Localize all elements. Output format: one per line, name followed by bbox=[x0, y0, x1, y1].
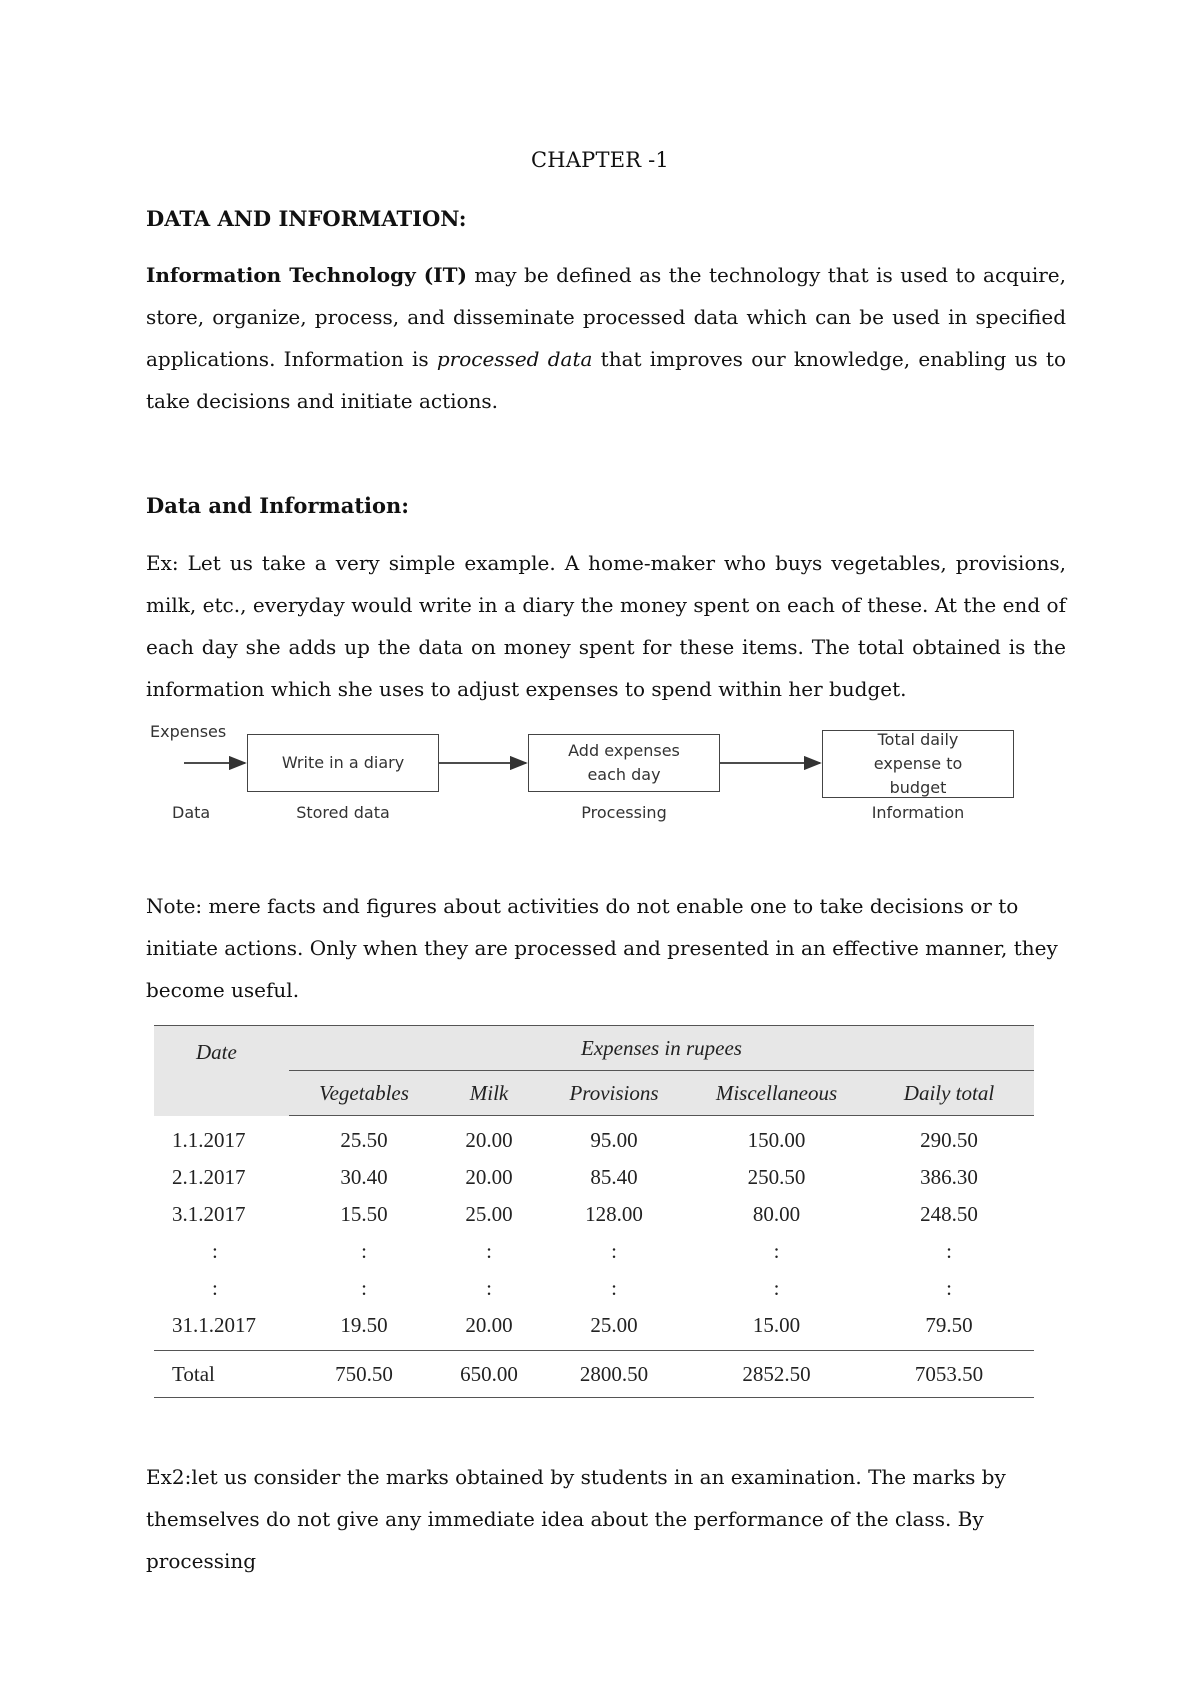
table-row bbox=[154, 1116, 1034, 1160]
box-write-diary: Write in a diary bbox=[247, 734, 439, 792]
cell-date: : bbox=[212, 1239, 218, 1263]
header-provisions: Provisions bbox=[539, 1071, 689, 1116]
header-miscellaneous: Miscellaneous bbox=[689, 1071, 864, 1116]
cell-miscellaneous: 15.00 bbox=[752, 1313, 801, 1337]
section-heading: DATA AND INFORMATION: bbox=[146, 206, 467, 231]
cell-milk: 20.00 bbox=[465, 1128, 513, 1152]
cell-miscellaneous: : bbox=[773, 1239, 780, 1263]
example-2-paragraph: Ex2:let us consider the marks obtained by students in an examination. The marks by themselves do not give any immediate idea about the performance of the class. By processing bbox=[146, 1465, 1006, 1573]
note-paragraph: Note: mere facts and figures about activities do not enable one to take decisions or to initiate actions. Only when they are processed and presented in an effective manner, they become useful. bbox=[146, 894, 1058, 1002]
cell-total-daily: 7053.50 bbox=[864, 1351, 1034, 1398]
table-row bbox=[154, 1307, 1034, 1351]
box-add-expenses: Add expenses each day bbox=[528, 734, 720, 792]
intro-paragraph bbox=[146, 254, 1066, 422]
intro-text: may be defined as the technology that is used to acquire, store, organize, process, and disseminate processed data which can be used in specified applications. Information is bbox=[146, 263, 1066, 371]
cell-daily-total: 248.50 bbox=[920, 1202, 978, 1226]
cell-provisions: : bbox=[611, 1276, 617, 1300]
cell-milk: 20.00 bbox=[465, 1165, 513, 1189]
data-flow-diagram bbox=[150, 720, 1030, 830]
table-row-ellipsis bbox=[154, 1233, 1034, 1270]
cell-total-miscellaneous: 2852.50 bbox=[689, 1351, 864, 1398]
cell-milk: 25.00 bbox=[465, 1202, 513, 1226]
cell-vegetables: 15.50 bbox=[340, 1202, 388, 1226]
chapter-title: CHAPTER -1 bbox=[531, 148, 669, 172]
cell-provisions: 128.00 bbox=[585, 1202, 643, 1226]
header-milk: Milk bbox=[439, 1071, 539, 1116]
table-total-row bbox=[154, 1351, 1034, 1398]
cell-vegetables: 19.50 bbox=[340, 1313, 388, 1337]
cell-total-label: Total bbox=[154, 1351, 289, 1398]
cell-daily-total: : bbox=[946, 1276, 952, 1300]
cell-date: 1.1.2017 bbox=[172, 1127, 246, 1152]
example-1-paragraph: Ex: Let us take a very simple example. A home-maker who buys vegetables, provisions, milk, etc., everyday would write in a diary the money spent on each of these. At the end of each day she adds up the data on money spent for these items. The total obtained is the information which she uses to adjust expenses to spend within her budget. bbox=[146, 551, 1066, 701]
cell-total-vegetables: 750.50 bbox=[289, 1351, 439, 1398]
cell-provisions: : bbox=[611, 1239, 617, 1263]
cell-miscellaneous: : bbox=[773, 1276, 780, 1300]
header-daily-total: Daily total bbox=[864, 1071, 1034, 1116]
cell-daily-total: : bbox=[946, 1239, 952, 1263]
cell-milk: : bbox=[486, 1239, 492, 1263]
cell-provisions: 95.00 bbox=[590, 1128, 638, 1152]
intro-emphasis: processed data bbox=[436, 347, 593, 371]
cell-daily-total: 79.50 bbox=[925, 1313, 973, 1337]
cell-total-milk: 650.00 bbox=[439, 1351, 539, 1398]
cell-vegetables: 30.40 bbox=[340, 1165, 388, 1189]
term-it: Information Technology (IT) bbox=[146, 263, 467, 287]
expense-table bbox=[154, 1025, 1034, 1398]
caption-data: Data bbox=[172, 803, 211, 822]
caption-stored-data: Stored data bbox=[296, 803, 390, 822]
cell-daily-total: 386.30 bbox=[920, 1165, 978, 1189]
cell-daily-total: 290.50 bbox=[920, 1128, 978, 1152]
cell-vegetables: : bbox=[361, 1276, 367, 1300]
caption-processing: Processing bbox=[581, 803, 667, 822]
cell-provisions: 25.00 bbox=[590, 1313, 638, 1337]
cell-miscellaneous: 150.00 bbox=[747, 1128, 806, 1152]
cell-vegetables: : bbox=[361, 1239, 367, 1263]
header-date: Date bbox=[154, 1026, 289, 1116]
cell-total-provisions: 2800.50 bbox=[539, 1351, 689, 1398]
cell-date: 31.1.2017 bbox=[172, 1313, 256, 1337]
cell-milk: 20.00 bbox=[465, 1313, 513, 1337]
cell-vegetables: 25.50 bbox=[340, 1128, 388, 1152]
subheading: Data and Information: bbox=[146, 493, 410, 518]
cell-date: : bbox=[212, 1276, 218, 1300]
header-expenses-group: Expenses in rupees bbox=[289, 1026, 1034, 1071]
cell-milk: : bbox=[486, 1276, 492, 1300]
caption-information: Information bbox=[871, 803, 965, 822]
cell-miscellaneous: 80.00 bbox=[752, 1202, 801, 1226]
cell-date: 3.1.2017 bbox=[172, 1202, 246, 1226]
cell-miscellaneous: 250.50 bbox=[747, 1165, 806, 1189]
cell-provisions: 85.40 bbox=[590, 1165, 638, 1189]
table-row bbox=[154, 1159, 1034, 1196]
table-row-ellipsis bbox=[154, 1270, 1034, 1307]
input-label: Expenses bbox=[150, 722, 227, 741]
table-row bbox=[154, 1196, 1034, 1233]
intro-text-end: that improves our knowledge, enabling us to take decisions and initiate actions. bbox=[146, 347, 1066, 413]
header-vegetables: Vegetables bbox=[289, 1071, 439, 1116]
expense-table-wrap bbox=[154, 1025, 1034, 1398]
cell-date: 2.1.2017 bbox=[172, 1165, 246, 1189]
box-total-daily: Total daily expense to budget bbox=[822, 730, 1014, 798]
